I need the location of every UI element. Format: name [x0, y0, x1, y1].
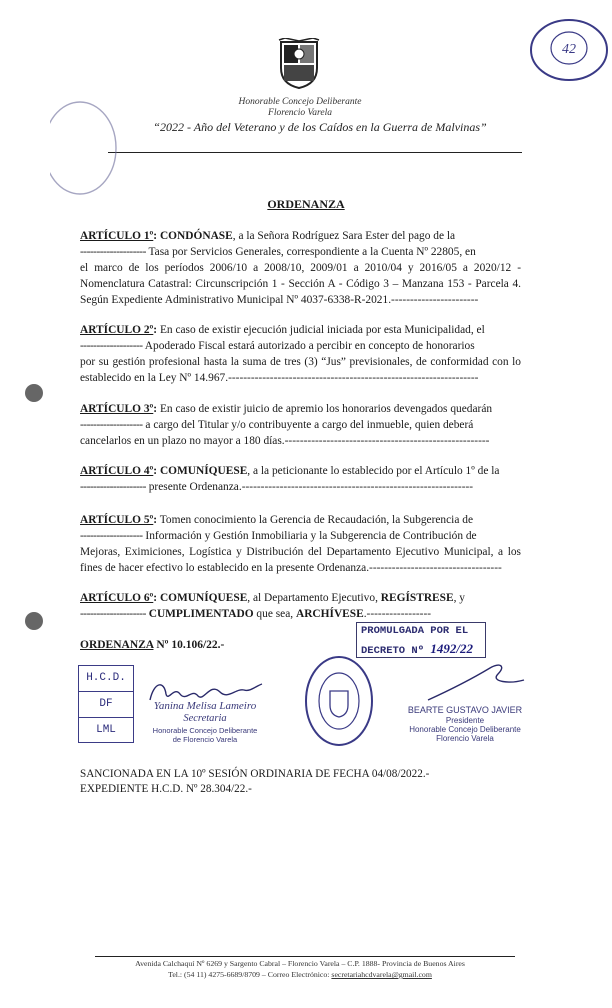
article-2-body: por su gestión profesional hasta la suma de tres (3) “Jus” previsionales, de conformidad con lo establecido en la Ley Nº 14.967.------------------------------------------------------------------: [80, 356, 521, 384]
footer-address: Avenida Calchaquí Nº 6269 y Sargento Cabral – Florencio Varela – C.P. 1888- Provincia de Buenos Aires: [135, 959, 465, 968]
ordenanza-number: [80, 639, 224, 651]
article-5-dash: -------------------: [80, 530, 143, 542]
footer-email: secretariahcdvarela@gmail.com: [331, 970, 432, 979]
article-5: ARTÍCULO 5º: Tomen conocimiento la Gerencia de Recaudación, la Subgerencia de ------------------- Información y Gestión Inmobiliaria y la Subgerencia de Contribución de Mejoras, Eximiciones, Logística y Distribución del Departamento Ejecutivo Municipal, a los fines de hacer efectivo lo establecido en la presente Ordenanza.-----------------------------------: [80, 514, 521, 574]
ordenanza-label: ORDENANZA: [80, 639, 154, 651]
article-6-t1: , al Departamento Ejecutivo,: [247, 592, 381, 604]
article-1-dash: --------------------: [80, 246, 146, 258]
entry-stamp-seal: [525, 18, 609, 84]
president-name: BEARTE GUSTAVO JAVIER: [407, 705, 523, 715]
article-6-label: ARTÍCULO 6º: [80, 592, 154, 604]
secretary-title: Secretaria: [183, 713, 227, 724]
year-motto: “2022 - Año del Veterano y de los Caídos en la Guerra de Malvinas”: [153, 120, 487, 134]
article-5-line1: Tomen conocimiento la Gerencia de Recaudación, la Subgerencia de: [157, 514, 473, 526]
municipal-crest-logo: [277, 38, 321, 90]
article-4-line2: presente Ordenanza.-------------------------------------------------------------: [145, 481, 474, 493]
document-title: ORDENANZA: [267, 197, 345, 211]
binder-hole: [25, 612, 43, 630]
promulgada-line1: PROMULGADA POR EL: [361, 625, 469, 637]
article-4-dash: --------------------: [80, 481, 146, 493]
promulgada-stamp: [356, 622, 486, 658]
article-2-dash: -------------------: [80, 340, 143, 352]
article-2-line1: En caso de existir ejecución judicial iniciada por esta Municipalidad, el: [157, 324, 485, 336]
article-5-label: ARTÍCULO 5º: [80, 514, 154, 526]
secretary-institution-name: Honorable Concejo Deliberante: [152, 726, 258, 735]
article-3-line2: a cargo del Titular y/o contribuyente a cargo del inmueble, quien deberá: [142, 419, 474, 431]
article-6: ARTÍCULO 6º: COMUNÍQUESE, al Departamento Ejecutivo, REGÍSTRESE, y -------------------- CUMPLIMENTADO que sea, ARCHÍVESE.-----------------: [80, 592, 465, 620]
president-title-block: [405, 716, 525, 743]
president-signature: [420, 660, 530, 706]
ordenanza-value: Nº 10.106/22.-: [156, 639, 225, 651]
article-1: ARTÍCULO 1º: CONDÓNASE, a la Señora Rodríguez Sara Ester del pago de la -------------------- Tasa por Servicios Generales, correspondiente a la Cuenta Nº 22805, en el marco de los períodos 2006/10 a 2008/10, 2009/01 a 2010/04 y 2016/05 a 2020/12 - Nomenclatura Catastral: Circunscripción 1 - Sección A - Código 3 – Manzana 153 - Parcela 4. Según Expediente Administrativo Municipal Nº 4037-6338-R-2021.-----------------------: [80, 230, 521, 306]
president-institution: Honorable Concejo Deliberante: [409, 725, 521, 734]
article-1-line2: Tasa por Servicios Generales, correspondiente a la Cuenta Nº 22805, en: [145, 246, 476, 258]
hcd-stamp-box: [78, 665, 134, 743]
article-2-line2: Apoderado Fiscal estará autorizado a percibir en concepto de honorarios: [142, 340, 475, 352]
footer: [80, 958, 520, 980]
hcd-stamp-row: DF: [79, 692, 133, 718]
header-institution: [200, 97, 400, 119]
secretary-institution-city: de Florencio Varela: [172, 735, 238, 744]
article-3-label: ARTÍCULO 3º: [80, 403, 154, 415]
article-2-label: ARTÍCULO 2º: [80, 324, 154, 336]
article-6-kw2: REGÍSTRESE: [380, 592, 454, 604]
article-3-line1: En caso de existir juicio de apremio los honorarios devengados quedarán: [157, 403, 493, 415]
footer-contact: Tel.: (54 11) 4275-6689/8709 – Correo Electrónico:: [168, 970, 332, 979]
article-1-line1: , a la Señora Rodríguez Sara Ester del pago de la: [232, 230, 456, 242]
header-rule: [108, 152, 522, 153]
secretary-name: Yanina Melisa Lameiro: [153, 700, 257, 712]
article-4-keyword: COMUNÍQUESE: [159, 465, 248, 477]
article-4-label: ARTÍCULO 4º: [80, 465, 154, 477]
footer-rule: [95, 956, 515, 957]
institution-city: Florencio Varela: [268, 108, 332, 118]
decree-number: 1492/22: [430, 641, 473, 656]
expediente-number: EXPEDIENTE H.C.D. Nº 28.304/22.-: [80, 783, 252, 795]
article-3-body: cancelarlos en un plazo no mayor a 180 días.------------------------------------------------------: [80, 435, 490, 447]
sanction-info: [80, 767, 429, 797]
article-1-body: el marco de los períodos 2006/10 a 2008/10, 2009/01 a 2010/04 y 2016/05 a 2020/12 - Nomenclatura Catastral: Circunscripción 1 - Sección A - Código 3 – Manzana 153 - Parcela 4. Según Expediente Administrativo Municipal Nº 4037-6338-R-2021.-----------------------: [80, 262, 521, 306]
article-5-line2: Información y Gestión Inmobiliaria y la Subgerencia de Contribución de: [142, 530, 477, 542]
article-2: ARTÍCULO 2º: En caso de existir ejecución judicial iniciada por esta Municipalidad, el ------------------- Apoderado Fiscal estará autorizado a percibir en concepto de honorarios por su gestión profesional hasta la suma de tres (3) “Jus” previsionales, de conformidad con lo establecido en la Ley Nº 14.967.------------------------------------------------------------------: [80, 324, 521, 384]
article-6-kw1: COMUNÍQUESE: [159, 592, 248, 604]
secretary-institution: [140, 726, 270, 744]
hcd-stamp-row: H.C.D.: [79, 666, 133, 692]
president-city: Florencio Varela: [436, 734, 494, 743]
article-1-keyword: CONDÓNASE: [159, 230, 233, 242]
article-6-kw3: CUMPLIMENTADO: [148, 608, 254, 620]
article-4-line1: , a la peticionante lo establecido por el Artículo 1º de la: [247, 465, 500, 477]
article-4: ARTÍCULO 4º: COMUNÍQUESE, a la peticionante lo establecido por el Artículo 1º de la -------------------- presente Ordenanza.-------------------------------------------------------------: [80, 465, 500, 493]
article-3-dash: -------------------: [80, 419, 143, 431]
article-3: ARTÍCULO 3º: En caso de existir juicio de apremio los honorarios devengados quedarán ------------------- a cargo del Titular y/o contribuyente a cargo del inmueble, quien deberá cancelarlos en un plazo no mayor a 180 días.------------------------------------------------------: [80, 401, 521, 449]
article-6-t3: que sea,: [253, 608, 296, 620]
promulgada-line2: DECRETO Nº: [361, 645, 425, 657]
sanctioned-date: SANCIONADA EN LA 10º SESIÓN ORDINARIA DE FECHA 04/08/2022.-: [80, 768, 430, 780]
article-6-dash: --------------------: [80, 608, 146, 620]
partial-seal-left: [50, 98, 120, 198]
hcd-stamp-row: LML: [96, 724, 116, 736]
article-6-t4: .-----------------: [363, 608, 432, 620]
article-6-t2: , y: [453, 592, 465, 604]
binder-hole: [25, 384, 43, 402]
article-5-body: Mejoras, Eximiciones, Logística y Distribución del Departamento Ejecutivo Municipal, a los fines de hacer efectivo lo establecido en la presente Ordenanza.-----------------------------------: [80, 546, 521, 574]
institution-name: Honorable Concejo Deliberante: [238, 97, 362, 107]
president-title: Presidente: [445, 716, 485, 725]
article-6-kw4: ARCHÍVESE: [295, 608, 364, 620]
council-seal: [303, 653, 375, 749]
svg-text:42: 42: [562, 42, 576, 57]
article-1-label: ARTÍCULO 1º: [80, 230, 154, 242]
